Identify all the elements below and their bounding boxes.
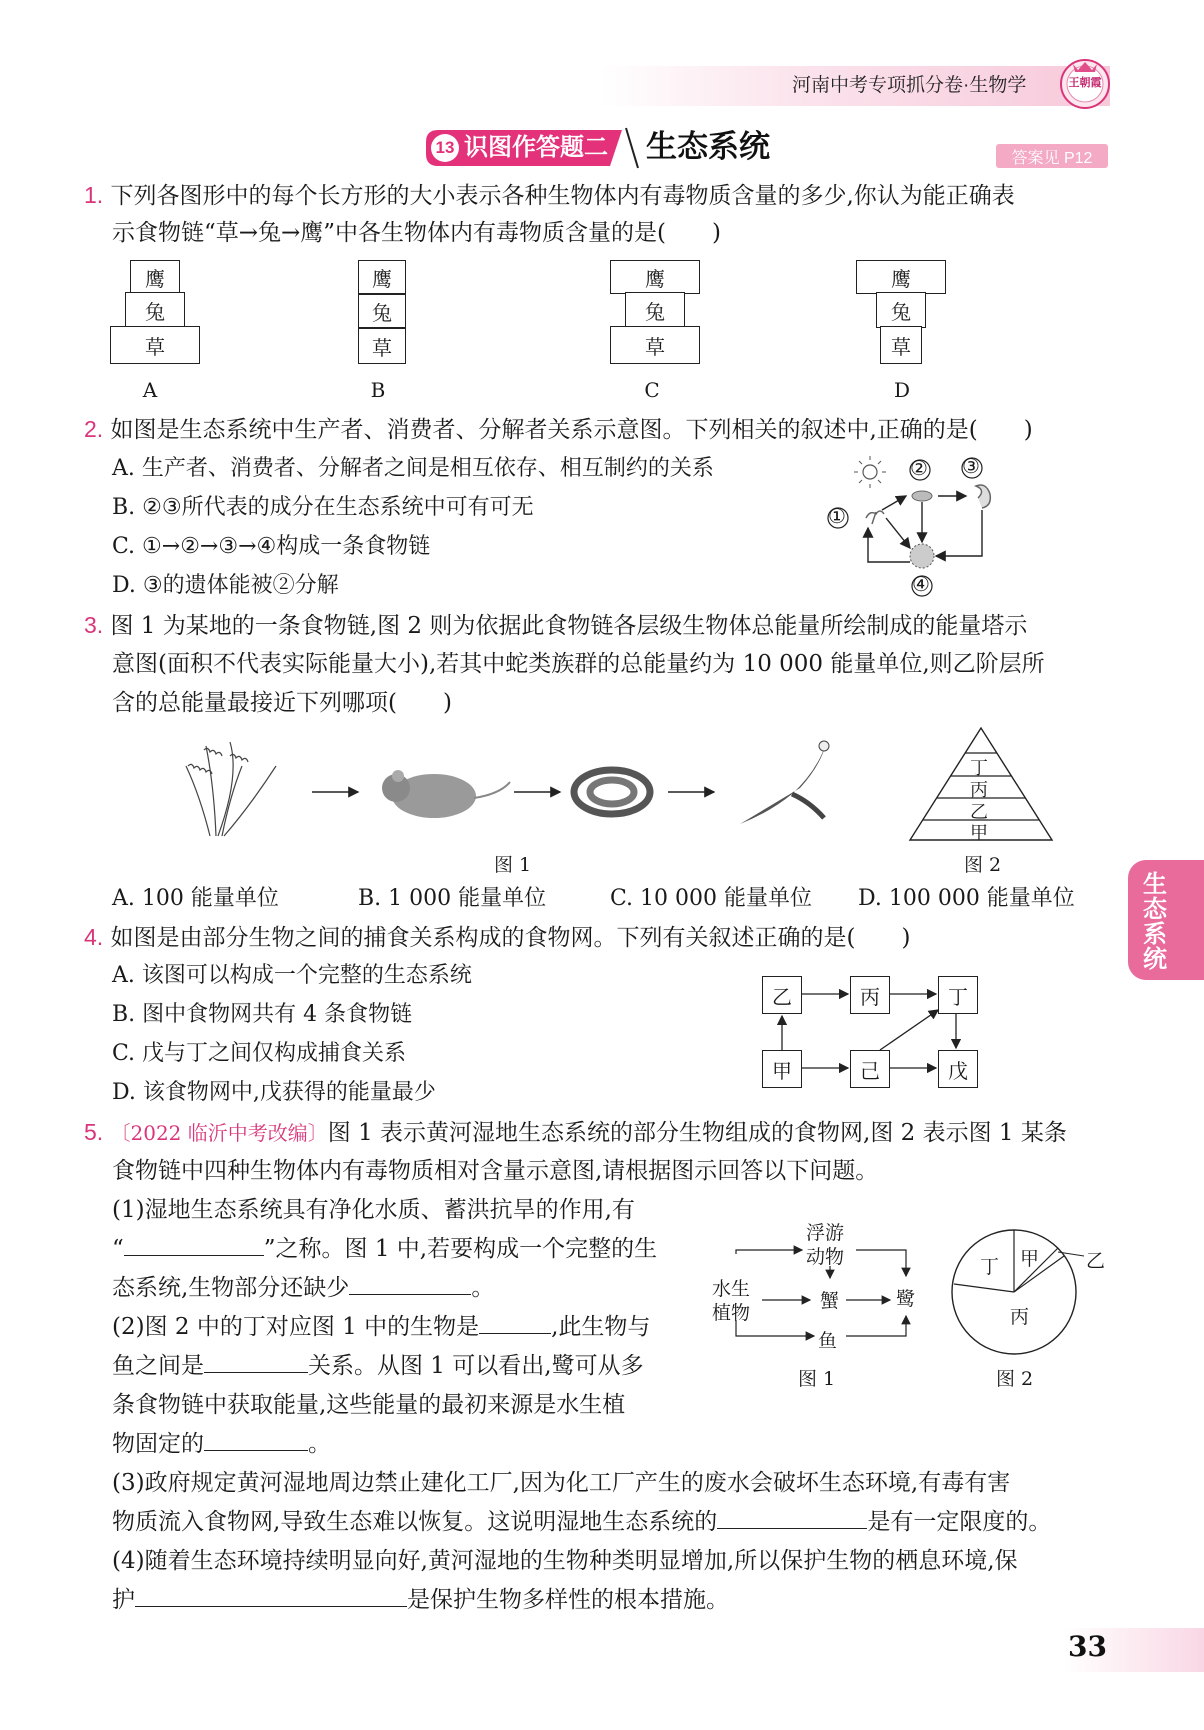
q4-number: 4. [84,924,104,950]
q3-fig1 [180,736,840,840]
q5-p2d-end: 。 [308,1431,331,1457]
q1-text-line1: 下列各图形中的每个长方形的大小表示各种生物体内有毒物质含量的多少,你认为能正确表 [110,183,1015,209]
q5-source: 〔2022 临沂中考改编〕 [110,1121,328,1145]
q5-blank-7[interactable] [135,1584,407,1607]
section-type: 识图作答题二 [464,134,608,161]
q2-option-c[interactable]: C. ①→②→③→④构成一条食物链 [112,534,431,559]
q4-node-ding: 丁 [938,976,978,1014]
q2-number: 2. [84,416,104,442]
side-tab-label: 生态系统 [1143,871,1167,973]
q5-part4-a: (4)随着生态环境持续明显向好,黄河湿地的生物种类明显增加,所以保护生物的栖息环境,保 [112,1548,1018,1574]
answer-reference-text: 答案见 P12 [1011,149,1093,167]
q3-fig2-caption: 图 2 [964,854,1002,876]
q3-stem-2: 意图(面积不代表实际能量大小),若其中蛇类族群的总能量约为 10 000 能量单位,则乙阶层所 [112,651,1045,677]
q2-diagram [826,452,1006,600]
q5-blank-3[interactable] [479,1311,551,1334]
q2-label-4: ④ [912,572,930,596]
q3-energy-pyramid [906,726,1056,842]
q5-text-line1: 图 1 表示黄河湿地生态系统的部分生物组成的食物网,图 2 表示图 1 某条 [327,1120,1067,1146]
q2-label-1: ① [828,504,846,528]
snake-icon [574,770,650,814]
q3-text-line1: 图 1 为某地的一条食物链,图 2 则为依据此食物链各层级生物体总能量所绘制成的能量塔示 [110,613,1028,639]
q5-part2-d [112,1425,331,1463]
rice-plant-icon [186,742,276,836]
q4-node-bing: 丙 [850,976,890,1014]
q5-p2d-text: 物固定的 [112,1431,204,1457]
q5-part4-b [112,1581,729,1619]
q2-option-d[interactable]: D. ③的遗体能被②分解 [112,573,339,598]
plant-icon [866,511,884,524]
q5-p1c-end: 。 [471,1275,495,1301]
q5-p4b-text: 护 [112,1587,135,1613]
q2-label-3: ③ [962,454,980,478]
q3-stem-1 [84,606,1027,645]
q5-part3-a: (3)政府规定黄河湿地周边禁止建化工厂,因为化工厂产生的废水会破坏生态环境,有毒有害 [112,1470,1011,1496]
q5-fig2-caption: 图 2 [996,1368,1034,1390]
q5-node-fish: 鱼 [818,1330,838,1352]
header-series-title: 河南中考专项抓分卷·生物学 [792,75,1027,96]
q5-blank-4[interactable] [204,1350,308,1373]
pie-label-yi: 乙 [1086,1250,1106,1272]
q5-part1-a: (1)湿地生态系统具有净化水质、蓄洪抗旱的作用,有 [112,1197,635,1223]
q5-stem-1 [84,1113,1067,1152]
q1-text-line2: 示食物链“草→兔→鹰”中各生物体内有毒物质含量的是( ) [112,220,722,246]
q1-a-grass-box: 草 [110,326,200,364]
q5-part2-a [112,1308,650,1346]
q5-node-crab: 蟹 [820,1290,840,1312]
q3-number: 3. [84,612,104,638]
q4-node-ji: 己 [850,1050,890,1088]
q4-option-b[interactable]: B. 图中食物网共有 4 条食物链 [112,1002,413,1027]
sun-icon [854,456,886,488]
q3-option-b[interactable]: B. 1 000 能量单位 [358,886,547,911]
q5-p2a-text: (2)图 2 中的丁对应图 1 中的生物是 [112,1314,480,1340]
q5-number: 5. [84,1119,104,1145]
q4-option-a[interactable]: A. 该图可以构成一个完整的生态系统 [112,963,472,988]
section-number: 13 [435,138,455,157]
q5-fig2-pie [946,1222,1106,1362]
q4-node-wu: 戊 [938,1050,978,1088]
q5-node-plankton-2: 动物 [806,1246,845,1268]
q4-option-c[interactable]: C. 戊与丁之间仅构成捕食关系 [112,1041,407,1066]
q5-blank-6[interactable] [717,1506,867,1529]
pyramid-level-ding: 丁 [970,758,988,779]
q3-option-c[interactable]: C. 10 000 能量单位 [610,886,813,911]
q1-number: 1. [84,182,104,208]
q5-part2-c: 条食物链中获取能量,这些能量的最初来源是水生植 [112,1392,626,1418]
section-slash [624,126,640,170]
q5-p1b-text: ”之称。图 1 中,若要构成一个完整的生 [263,1236,658,1262]
q1-b-hawk-box: 鹰 [358,260,406,294]
eagle-icon [740,741,829,824]
q4-node-yi: 乙 [762,976,802,1014]
q1-b-rabbit-box: 兔 [358,294,406,328]
q5-blank-5[interactable] [204,1428,308,1451]
answer-reference [996,144,1108,168]
q5-part3-b [112,1503,1051,1541]
q2-stem [84,410,1033,449]
q5-node-egret: 鹭 [896,1288,916,1310]
q5-node-plant-2: 植物 [712,1302,751,1324]
q1-a-rabbit-box: 兔 [125,292,185,328]
pie-label-bing: 丙 [1010,1306,1030,1328]
q2-option-b[interactable]: B. ②③所代表的成分在生态系统中可有可无 [112,495,534,520]
q4-node-jia: 甲 [762,1050,802,1088]
q3-option-d[interactable]: D. 100 000 能量单位 [858,886,1075,911]
rabbit-icon [912,491,932,501]
q1-c-grass-box: 草 [610,326,700,364]
mouse-icon [382,770,510,818]
q5-p2b-text: 鱼之间是 [112,1353,204,1379]
q1-c-hawk-box: 鹰 [610,260,700,294]
q5-part1-c [112,1269,494,1307]
q1-stem-2 [112,214,721,252]
q1-d-rabbit-box: 兔 [876,292,926,328]
q2-text: 如图是生态系统中生产者、消费者、分解者关系示意图。下列相关的叙述中,正确的是( ) [110,417,1033,443]
pyramid-level-bing: 丙 [970,780,988,801]
q4-stem [84,918,910,957]
q5-node-plant-1: 水生 [712,1278,751,1300]
fox-icon [976,485,990,508]
q5-p1c-text: 态系统,生物部分还缺少 [112,1275,350,1301]
q5-stem-2: 食物链中四种生物体内有毒物质相对含量示意图,请根据图示回答以下问题。 [112,1158,879,1184]
publisher-logo [1058,56,1112,110]
q5-p2b-end: 关系。从图 1 可以看出,鹭可从多 [308,1353,644,1379]
q1-a-hawk-box: 鹰 [130,260,180,294]
q5-p3b-end: 是有一定限度的。 [867,1509,1052,1535]
q5-part1-b [112,1230,657,1268]
q1-d-grass-box: 草 [880,326,922,364]
q5-p4b-end: 是保护生物多样性的根本措施。 [407,1587,729,1613]
q1-c-rabbit-box: 兔 [625,292,685,328]
q5-p3b-text: 物质流入食物网,导致生态难以恢复。这说明湿地生态系统的 [112,1509,718,1535]
q4-food-web [760,972,982,1090]
q5-part2-b [112,1347,644,1385]
section-number-badge [431,134,459,162]
q2-option-a[interactable]: A. 生产者、消费者、分解者之间是相互依存、相互制约的关系 [112,456,714,481]
decomposer-icon [910,544,934,568]
q4-option-d[interactable]: D. 该食物网中,戊获得的能量最少 [112,1080,436,1105]
q1-stem [84,176,1015,215]
q3-stem-3: 含的总能量最接近下列哪项( ) [112,690,452,716]
q1-b-grass-box: 草 [358,328,406,364]
pyramid-level-jia: 甲 [970,823,988,844]
q5-fig1-caption: 图 1 [798,1368,836,1390]
q1-d-hawk-box: 鹰 [856,260,946,294]
pie-label-jia: 甲 [1020,1248,1040,1270]
q1-option-b[interactable]: B [370,378,386,402]
q2-label-2: ② [910,456,928,480]
q3-option-a[interactable]: A. 100 能量单位 [112,886,279,911]
pyramid-level-yi: 乙 [970,802,988,823]
logo-text: 王朝霞 [1068,76,1102,89]
section-title: 生态系统 [646,129,770,164]
page-number: 33 [1068,1630,1107,1663]
q1-option-c[interactable]: C [644,378,660,402]
q4-text: 如图是由部分生物之间的捕食关系构成的食物网。下列有关叙述正确的是( ) [110,925,911,951]
pie-label-ding: 丁 [980,1256,1000,1278]
q1-option-d[interactable]: D [893,378,911,402]
q5-fig1 [706,1216,928,1356]
q5-node-plankton-1: 浮游 [806,1222,845,1244]
q5-blank-2[interactable] [349,1272,471,1295]
q3-fig1-caption: 图 1 [494,854,532,876]
q1-option-a[interactable]: A [142,378,158,402]
q5-blank-1[interactable] [124,1233,264,1256]
q5-p1b-quote: “ [112,1236,124,1262]
q5-p2a-end: ,此生物与 [551,1314,651,1340]
